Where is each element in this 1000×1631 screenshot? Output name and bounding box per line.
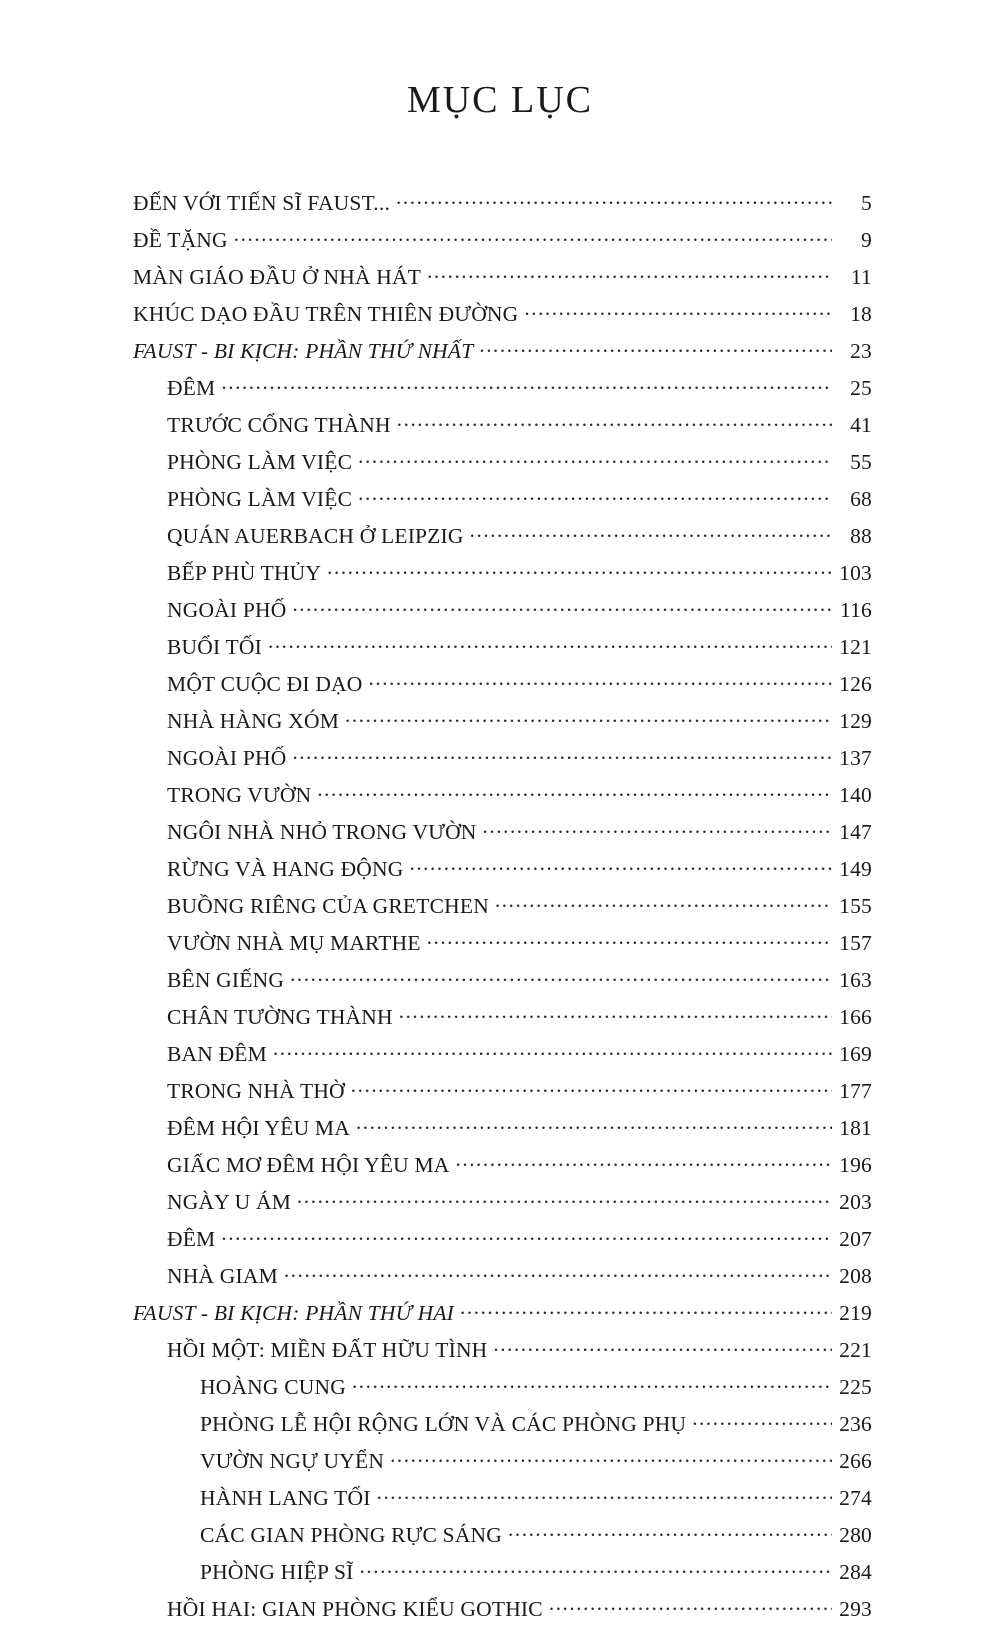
- toc-leader-dots: [470, 521, 832, 543]
- toc-leader-dots: [317, 780, 832, 802]
- toc-leader-dots: [524, 299, 832, 321]
- toc-entry[interactable]: [0, 1150, 1000, 1187]
- toc-entry-label: PHÒNG LÀM VIỆC: [167, 486, 353, 511]
- toc-entry-label: VƯỜN NHÀ MỤ MARTHE: [167, 930, 421, 955]
- toc-entry-label: NGOÀI PHỐ: [167, 597, 287, 622]
- toc-leader-dots: [397, 410, 832, 432]
- toc-entry-page-number: 116: [839, 597, 872, 622]
- toc-leader-dots: [483, 817, 832, 839]
- toc-leader-dots: [427, 262, 832, 284]
- toc-entry-label: NGOÀI PHỐ: [167, 745, 287, 770]
- toc-leader-dots: [356, 1113, 832, 1135]
- toc-entry[interactable]: [0, 1557, 1000, 1594]
- toc-entry[interactable]: [0, 410, 1000, 447]
- toc-leader-dots: [290, 965, 832, 987]
- toc-entry-label: ĐÊM: [167, 375, 216, 400]
- toc-entry[interactable]: [0, 1594, 1000, 1631]
- toc-entry[interactable]: [0, 780, 1000, 817]
- toc-entry-label: NHÀ HÀNG XÓM: [167, 708, 340, 733]
- toc-entry[interactable]: [0, 1298, 1000, 1335]
- toc-entry-label: PHÒNG LỄ HỘI RỘNG LỚN VÀ CÁC PHÒNG PHỤ: [200, 1411, 687, 1436]
- toc-leader-dots: [399, 1002, 832, 1024]
- toc-entry[interactable]: [0, 1409, 1000, 1446]
- page-title: MỤC LỤC: [406, 79, 594, 121]
- toc-entry-label: KHÚC DẠO ĐẦU TRÊN THIÊN ĐƯỜNG: [133, 301, 519, 326]
- toc-entry[interactable]: [0, 632, 1000, 669]
- toc-leader-dots: [221, 1224, 832, 1246]
- toc-entry-page-number: 18: [850, 301, 872, 326]
- toc-entry-page-number: 196: [839, 1152, 872, 1177]
- toc-entry[interactable]: [0, 521, 1000, 558]
- toc-entry-page-number: 23: [850, 338, 872, 363]
- toc-entry[interactable]: [0, 1520, 1000, 1557]
- toc-entry-label: CHÂN TƯỜNG THÀNH: [167, 1004, 393, 1029]
- toc-leader-dots: [292, 595, 832, 617]
- toc-entry-label: HỒI MỘT: MIỀN ĐẤT HỮU TÌNH: [167, 1337, 488, 1362]
- toc-entry-label: BAN ĐÊM: [167, 1041, 267, 1066]
- toc-entry-label: VƯỜN NGỰ UYỂN: [200, 1448, 385, 1473]
- toc-entry-page-number: 25: [850, 375, 872, 400]
- toc-entry[interactable]: [0, 484, 1000, 521]
- toc-entry-label: TRƯỚC CỔNG THÀNH: [167, 412, 391, 437]
- toc-entry-page-number: 225: [839, 1374, 872, 1399]
- toc-entry[interactable]: [0, 1483, 1000, 1520]
- toc-entry-label: NGÔI NHÀ NHỎ TRONG VƯỜN: [167, 819, 477, 844]
- toc-entry-page-number: 293: [839, 1596, 872, 1621]
- toc-entry[interactable]: [0, 225, 1000, 262]
- toc-entry-label: BUỒNG RIÊNG CỦA GRETCHEN: [167, 893, 489, 918]
- toc-entry[interactable]: [0, 447, 1000, 484]
- toc-leader-dots: [493, 1335, 832, 1357]
- toc-leader-dots: [358, 484, 832, 506]
- toc-entry-label: PHÒNG HIỆP SĨ: [200, 1559, 354, 1584]
- toc-entry-page-number: 208: [839, 1263, 872, 1288]
- toc-entry-page-number: 5: [861, 190, 872, 215]
- toc-entry[interactable]: [0, 706, 1000, 743]
- toc-leader-dots: [327, 558, 832, 580]
- toc-leader-dots: [292, 743, 832, 765]
- toc-entry-page-number: 55: [850, 449, 872, 474]
- toc-entry[interactable]: [0, 336, 1000, 373]
- toc-entry-label: MÀN GIÁO ĐẦU Ở NHÀ HÁT: [133, 264, 422, 289]
- toc-leader-dots: [369, 669, 832, 691]
- toc-entry-page-number: 163: [839, 967, 872, 992]
- toc-entry-page-number: 157: [839, 930, 872, 955]
- toc-entry-page-number: 284: [839, 1559, 872, 1584]
- toc-entry-page-number: 140: [839, 782, 872, 807]
- toc-entry-page-number: 149: [839, 856, 872, 881]
- toc-entry[interactable]: [0, 1335, 1000, 1372]
- toc-entry-page-number: 147: [839, 819, 872, 844]
- toc-entry[interactable]: [0, 595, 1000, 632]
- toc-leader-dots: [268, 632, 832, 654]
- toc-leader-dots: [456, 1150, 833, 1172]
- toc-entry-page-number: 219: [839, 1300, 872, 1325]
- toc-entry-page-number: 121: [839, 634, 872, 659]
- toc-entry[interactable]: [0, 854, 1000, 891]
- toc-entry-page-number: 126: [839, 671, 872, 696]
- toc-entry-label: CÁC GIAN PHÒNG RỰC SÁNG: [200, 1522, 503, 1547]
- toc-leader-dots: [234, 225, 832, 247]
- toc-entry-label: ĐẾN VỚI TIẾN SĨ FAUST...: [133, 190, 391, 215]
- toc-entry-label: QUÁN AUERBACH Ở LEIPZIG: [167, 523, 464, 548]
- toc-entry-label: ĐÊM HỘI YÊU MA: [167, 1115, 350, 1140]
- toc-entry[interactable]: [0, 965, 1000, 1002]
- toc-entry-label: GIẤC MƠ ĐÊM HỘI YÊU MA: [167, 1152, 450, 1177]
- toc-leader-dots: [479, 336, 832, 358]
- toc-entry-label: FAUST - BI KỊCH: PHẦN THỨ NHẤT: [133, 338, 474, 363]
- toc-entry-page-number: 266: [839, 1448, 872, 1473]
- toc-entry[interactable]: [0, 1261, 1000, 1298]
- toc-entry[interactable]: [0, 262, 1000, 299]
- toc-leader-dots: [360, 1557, 832, 1579]
- toc-entry-page-number: 177: [839, 1078, 872, 1103]
- toc-entry-label: BẾP PHÙ THỦY: [167, 560, 322, 585]
- toc-entry[interactable]: [0, 743, 1000, 780]
- toc-entry-label: MỘT CUỘC ĐI DẠO: [167, 671, 363, 696]
- toc-leader-dots: [495, 891, 832, 913]
- toc-leader-dots: [345, 706, 832, 728]
- toc-leader-dots: [427, 928, 832, 950]
- toc-leader-dots: [390, 1446, 832, 1468]
- toc-entry-page-number: 103: [839, 560, 872, 585]
- toc-entry-page-number: 236: [839, 1411, 872, 1436]
- toc-entry-label: ĐÊM: [167, 1226, 216, 1251]
- toc-entry[interactable]: [0, 1187, 1000, 1224]
- toc-leader-dots: [358, 447, 832, 469]
- toc-entry-page-number: 169: [839, 1041, 872, 1066]
- toc-entry-label: FAUST - BI KỊCH: PHẦN THỨ HAI: [133, 1300, 455, 1325]
- toc-entry-label: TRONG VƯỜN: [167, 782, 312, 807]
- toc-entry-label: HÀNH LANG TỐI: [200, 1485, 371, 1510]
- toc-leader-dots: [396, 188, 832, 210]
- toc-entry-page-number: 181: [839, 1115, 872, 1140]
- toc-leader-dots: [549, 1594, 832, 1616]
- toc-entry-page-number: 166: [839, 1004, 872, 1029]
- toc-leader-dots: [297, 1187, 832, 1209]
- toc-leader-dots: [284, 1261, 832, 1283]
- toc-entry-label: PHÒNG LÀM VIỆC: [167, 449, 353, 474]
- toc-entry-label: TRONG NHÀ THỜ: [167, 1078, 345, 1103]
- toc-entry-page-number: 11: [850, 264, 872, 289]
- toc-entry-page-number: 41: [850, 412, 872, 437]
- toc-entry[interactable]: [0, 1076, 1000, 1113]
- toc-entry-page-number: 280: [839, 1522, 872, 1547]
- toc-leader-dots: [460, 1298, 832, 1320]
- toc-entry-page-number: 9: [861, 227, 872, 252]
- toc-entry[interactable]: [0, 1372, 1000, 1409]
- table-of-contents: [0, 188, 1000, 1631]
- toc-entry-page-number: 129: [839, 708, 872, 733]
- toc-entry[interactable]: [0, 817, 1000, 854]
- toc-entry[interactable]: [0, 299, 1000, 336]
- toc-leader-dots: [352, 1372, 832, 1394]
- toc-entry-page-number: 137: [839, 745, 872, 770]
- toc-entry[interactable]: [0, 188, 1000, 225]
- toc-entry[interactable]: [0, 1446, 1000, 1483]
- toc-entry[interactable]: [0, 373, 1000, 410]
- toc-leader-dots: [377, 1483, 832, 1505]
- toc-entry-page-number: 207: [839, 1226, 872, 1251]
- toc-entry[interactable]: [0, 558, 1000, 595]
- toc-leader-dots: [692, 1409, 832, 1431]
- toc-leader-dots: [351, 1076, 832, 1098]
- toc-entry[interactable]: [0, 1039, 1000, 1076]
- toc-entry[interactable]: [0, 891, 1000, 928]
- toc-entry[interactable]: [0, 1224, 1000, 1261]
- toc-entry-label: NGÀY U ÁM: [167, 1189, 292, 1214]
- toc-entry-page-number: 221: [839, 1337, 872, 1362]
- toc-entry[interactable]: [0, 1002, 1000, 1039]
- toc-entry-page-number: 203: [839, 1189, 872, 1214]
- toc-entry-page-number: 88: [850, 523, 872, 548]
- toc-leader-dots: [508, 1520, 832, 1542]
- toc-entry[interactable]: [0, 669, 1000, 706]
- toc-entry[interactable]: [0, 1113, 1000, 1150]
- toc-leader-dots: [273, 1039, 832, 1061]
- toc-entry-label: NHÀ GIAM: [167, 1263, 278, 1288]
- toc-entry[interactable]: [0, 928, 1000, 965]
- toc-entry-page-number: 68: [850, 486, 872, 511]
- toc-leader-dots: [221, 373, 832, 395]
- toc-entry-label: HOÀNG CUNG: [200, 1374, 346, 1399]
- toc-leader-dots: [409, 854, 832, 876]
- toc-entry-label: BÊN GIẾNG: [167, 967, 285, 992]
- toc-entry-label: BUỔI TỐI: [167, 634, 262, 659]
- toc-entry-page-number: 155: [839, 893, 872, 918]
- toc-entry-label: HỒI HAI: GIAN PHÒNG KIỂU GOTHIC: [167, 1596, 543, 1621]
- toc-entry-page-number: 274: [839, 1485, 872, 1510]
- toc-entry-label: RỪNG VÀ HANG ĐỘNG: [167, 856, 404, 881]
- toc-entry-label: ĐỀ TẶNG: [133, 227, 228, 252]
